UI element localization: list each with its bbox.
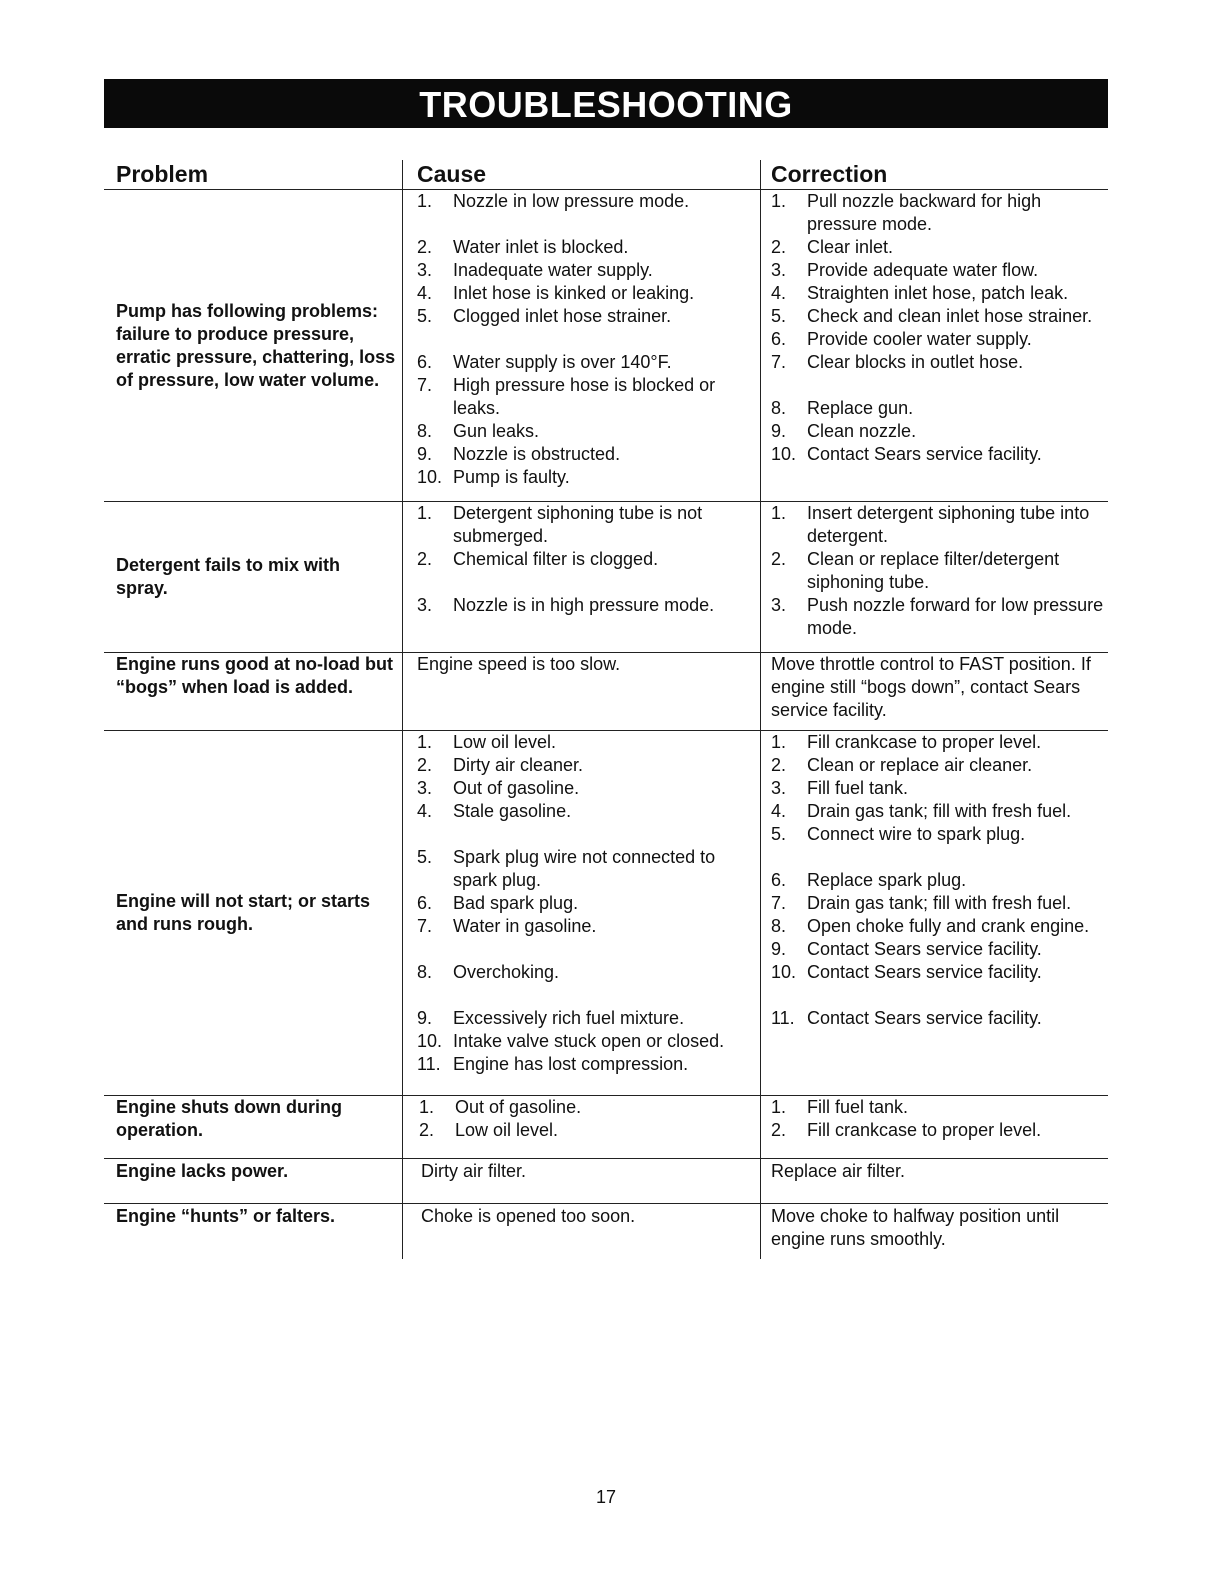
correction-cell — [760, 190, 1108, 501]
item-number: 3. — [771, 778, 787, 798]
item-text: Out of gasoline. — [455, 1097, 582, 1117]
item-text: Nozzle in low pressure mode. — [453, 191, 690, 211]
item-text: Contact Sears service facility. — [807, 1008, 1042, 1028]
header-correction: Correction — [760, 160, 1108, 189]
item-text: Water inlet is blocked. — [453, 237, 629, 257]
item-text: Clean or replace air cleaner. — [807, 755, 1033, 775]
item-text: Provide adequate water flow. — [807, 260, 1039, 280]
header-problem: Problem — [116, 161, 209, 187]
item-number: 1. — [771, 1097, 787, 1117]
list-item — [419, 1096, 752, 1119]
list-item — [417, 754, 752, 777]
list-item — [771, 1119, 1104, 1142]
correction-cell — [760, 502, 1108, 652]
item-text: Nozzle is in high pressure mode. — [453, 595, 715, 615]
item-text: Inlet hose is kinked or leaking. — [453, 283, 695, 303]
list-item — [417, 915, 752, 938]
item-text: Fill crankcase to proper level. — [807, 732, 1042, 752]
item-number: 3. — [771, 260, 787, 280]
correction-cell — [760, 1096, 1108, 1158]
item-text: Replace spark plug. — [807, 870, 967, 890]
item-text: Chemical filter is clogged. — [453, 549, 659, 569]
list-item — [771, 1007, 1104, 1030]
problem-cell — [104, 1096, 402, 1158]
item-text: Spark plug wire not connected to spark plug. — [453, 847, 716, 890]
item-text: Fill fuel tank. — [807, 778, 909, 798]
item-number: 6. — [771, 329, 787, 349]
list-item — [771, 777, 1104, 800]
item-text: Dirty air cleaner. — [453, 755, 584, 775]
page-number: 17 — [595, 1487, 617, 1507]
table-row — [104, 190, 1108, 502]
item-number: 3. — [417, 595, 433, 615]
item-number: 10. — [417, 467, 443, 487]
item-number: 5. — [417, 306, 433, 326]
item-number: 7. — [771, 893, 787, 913]
item-text: Out of gasoline. — [453, 778, 580, 798]
problem-cell — [104, 1204, 402, 1259]
item-number: 1. — [771, 503, 787, 523]
item-text: High pressure hose is blocked or leaks. — [453, 375, 716, 418]
list-item — [771, 502, 1104, 548]
item-number: 2. — [771, 1120, 787, 1140]
item-text: Clear inlet. — [807, 237, 894, 257]
item-number: 2. — [417, 755, 433, 775]
item-number: 8. — [417, 421, 433, 441]
list-item — [417, 443, 752, 466]
list-item — [771, 548, 1104, 594]
list-item — [417, 259, 752, 282]
item-number: 2. — [417, 237, 433, 257]
item-number: 1. — [771, 191, 787, 211]
item-text: Inadequate water supply. — [453, 260, 653, 280]
item-number: 4. — [771, 283, 787, 303]
list-item — [771, 305, 1104, 328]
problem-cell — [104, 1159, 402, 1203]
item-number: 10. — [417, 1031, 443, 1051]
list-item — [771, 731, 1104, 754]
item-number: 8. — [771, 398, 787, 418]
list-item — [417, 374, 752, 420]
item-number: 9. — [417, 444, 433, 464]
list-item — [771, 800, 1104, 823]
item-number: 4. — [771, 801, 787, 821]
item-number: 4. — [417, 801, 433, 821]
list-item — [771, 328, 1104, 351]
item-text: Low oil level. — [455, 1120, 559, 1140]
item-number: 7. — [771, 352, 787, 372]
problem-text: Pump has following problems: failure to produce pressure, erratic pressure, chattering, loss of pressure, low water volume. — [116, 300, 396, 390]
item-text: Intake valve stuck open or closed. — [453, 1031, 725, 1051]
list-item — [771, 282, 1104, 305]
item-number: 10. — [771, 444, 797, 464]
item-number: 2. — [417, 549, 433, 569]
problem-text: Detergent fails to mix with spray. — [116, 555, 341, 598]
correction-text: Move choke to halfway position until engine runs smoothly. — [771, 1206, 1060, 1249]
list-item — [417, 190, 752, 213]
list-item — [771, 397, 1104, 420]
list-item — [771, 869, 1104, 892]
item-number: 2. — [419, 1120, 435, 1140]
item-number: 5. — [771, 306, 787, 326]
item-number: 6. — [771, 870, 787, 890]
item-number: 9. — [417, 1008, 433, 1028]
item-number: 4. — [417, 283, 433, 303]
cause-cell — [402, 502, 760, 652]
item-text: Drain gas tank; fill with fresh fuel. — [807, 801, 1072, 821]
list-item — [771, 594, 1104, 640]
item-text: Check and clean inlet hose strainer. — [807, 306, 1093, 326]
list-item — [771, 915, 1104, 938]
item-text: Detergent siphoning tube is not submerged. — [453, 503, 703, 546]
item-text: Nozzle is obstructed. — [453, 444, 621, 464]
item-text: Excessively rich fuel mixture. — [453, 1008, 685, 1028]
item-number: 1. — [771, 732, 787, 752]
cause-cell — [402, 731, 760, 1095]
list-item — [771, 420, 1104, 443]
list-item — [417, 892, 752, 915]
cause-cell — [402, 190, 760, 501]
item-text: Clogged inlet hose strainer. — [453, 306, 672, 326]
item-text: Pull nozzle backward for high pressure mode. — [807, 191, 1042, 234]
item-number: 5. — [771, 824, 787, 844]
list-item — [771, 892, 1104, 915]
cause-text: Engine speed is too slow. — [417, 654, 621, 674]
item-number: 6. — [417, 352, 433, 372]
list-item — [417, 351, 752, 374]
cause-cell — [402, 1204, 760, 1259]
item-number: 1. — [417, 503, 433, 523]
item-number: 2. — [771, 549, 787, 569]
item-text: Push nozzle forward for low pressure mode. — [807, 595, 1104, 638]
list-item — [417, 1053, 752, 1095]
item-text: Water in gasoline. — [453, 916, 597, 936]
item-number: 2. — [771, 755, 787, 775]
item-number: 10. — [771, 962, 797, 982]
list-item — [417, 1030, 752, 1053]
list-item — [771, 351, 1104, 374]
cause-cell — [402, 653, 760, 730]
item-number: 11. — [417, 1054, 441, 1074]
item-number: 9. — [771, 939, 787, 959]
item-text: Stale gasoline. — [453, 801, 572, 821]
problem-cell — [104, 731, 402, 1095]
item-number: 7. — [417, 375, 433, 395]
correction-cell — [760, 1159, 1108, 1203]
item-text: Pump is faulty. — [453, 467, 570, 487]
list-item — [771, 259, 1104, 282]
item-text: Fill crankcase to proper level. — [807, 1120, 1042, 1140]
item-text: Contact Sears service facility. — [807, 939, 1042, 959]
list-item — [417, 1007, 752, 1030]
item-text: Straighten inlet hose, patch leak. — [807, 283, 1069, 303]
list-item — [417, 236, 752, 259]
cause-cell — [402, 1159, 760, 1203]
item-number: 8. — [417, 962, 433, 982]
list-item — [417, 846, 752, 892]
problem-text: Engine lacks power. — [116, 1161, 289, 1181]
list-item — [771, 961, 1104, 984]
item-text: Replace gun. — [807, 398, 914, 418]
item-number: 1. — [419, 1097, 435, 1117]
item-text: Open choke fully and crank engine. — [807, 916, 1090, 936]
item-number: 8. — [771, 916, 787, 936]
item-text: Gun leaks. — [453, 421, 540, 441]
table-row — [104, 1204, 1108, 1259]
list-item — [771, 236, 1104, 259]
list-item — [771, 823, 1104, 846]
item-text: Bad spark plug. — [453, 893, 579, 913]
list-item — [417, 466, 752, 501]
item-text: Water supply is over 140°F. — [453, 352, 672, 372]
table-header-row — [104, 160, 1108, 190]
item-number: 11. — [771, 1008, 795, 1028]
item-text: Overchoking. — [453, 962, 560, 982]
list-item — [417, 548, 752, 571]
correction-text: Replace air filter. — [771, 1161, 906, 1181]
item-text: Contact Sears service facility. — [807, 962, 1042, 982]
item-number: 6. — [417, 893, 433, 913]
problem-text: Engine shuts down during operation. — [116, 1097, 342, 1140]
item-number: 9. — [771, 421, 787, 441]
table-row — [104, 502, 1108, 653]
item-number: 1. — [417, 732, 433, 752]
item-text: Clear blocks in outlet hose. — [807, 352, 1024, 372]
item-text: Engine has lost compression. — [453, 1054, 689, 1074]
list-item — [417, 305, 752, 328]
item-number: 5. — [417, 847, 433, 867]
problem-cell — [104, 190, 402, 501]
item-text: Fill fuel tank. — [807, 1097, 909, 1117]
item-text: Clean or replace filter/detergent siphoning tube. — [807, 549, 1060, 592]
item-text: Connect wire to spark plug. — [807, 824, 1026, 844]
list-item — [419, 1119, 752, 1158]
correction-cell — [760, 653, 1108, 730]
problem-text: Engine “hunts” or falters. — [116, 1206, 336, 1226]
list-item — [771, 443, 1104, 466]
table-row — [104, 731, 1108, 1096]
list-item — [417, 961, 752, 984]
item-text: Low oil level. — [453, 732, 557, 752]
item-text: Clean nozzle. — [807, 421, 917, 441]
page-title: TROUBLESHOOTING — [104, 79, 1108, 128]
item-number: 3. — [417, 260, 433, 280]
item-number: 3. — [771, 595, 787, 615]
list-item — [417, 800, 752, 823]
list-item — [417, 777, 752, 800]
item-text: Insert detergent siphoning tube into detergent. — [807, 503, 1090, 546]
item-number: 7. — [417, 916, 433, 936]
table-row — [104, 653, 1108, 731]
header-cause: Cause — [402, 160, 760, 189]
list-item — [771, 938, 1104, 961]
correction-text: Move throttle control to FAST position. If engine still “bogs down”, contact Sears service facility. — [771, 654, 1091, 720]
correction-cell — [760, 731, 1108, 1095]
list-item — [771, 754, 1104, 777]
item-text: Provide cooler water supply. — [807, 329, 1032, 349]
item-number: 2. — [771, 237, 787, 257]
cause-text: Dirty air filter. — [421, 1161, 527, 1181]
list-item — [417, 420, 752, 443]
troubleshooting-table — [104, 160, 1108, 1259]
list-item — [417, 282, 752, 305]
list-item — [771, 190, 1104, 236]
problem-cell — [104, 502, 402, 652]
problem-text: Engine runs good at no-load but “bogs” when load is added. — [116, 654, 393, 697]
table-row — [104, 1159, 1108, 1204]
problem-cell — [104, 653, 402, 730]
correction-cell — [760, 1204, 1108, 1259]
item-text: Contact Sears service facility. — [807, 444, 1042, 464]
cause-text: Choke is opened too soon. — [421, 1206, 636, 1226]
cause-cell — [402, 1096, 760, 1158]
item-text: Drain gas tank; fill with fresh fuel. — [807, 893, 1072, 913]
list-item — [417, 731, 752, 754]
problem-text: Engine will not start; or starts and runs rough. — [116, 891, 371, 934]
list-item — [417, 502, 752, 548]
list-item — [417, 594, 752, 617]
table-row — [104, 1096, 1108, 1159]
list-item — [771, 1096, 1104, 1119]
item-number: 1. — [417, 191, 433, 211]
item-number: 3. — [417, 778, 433, 798]
